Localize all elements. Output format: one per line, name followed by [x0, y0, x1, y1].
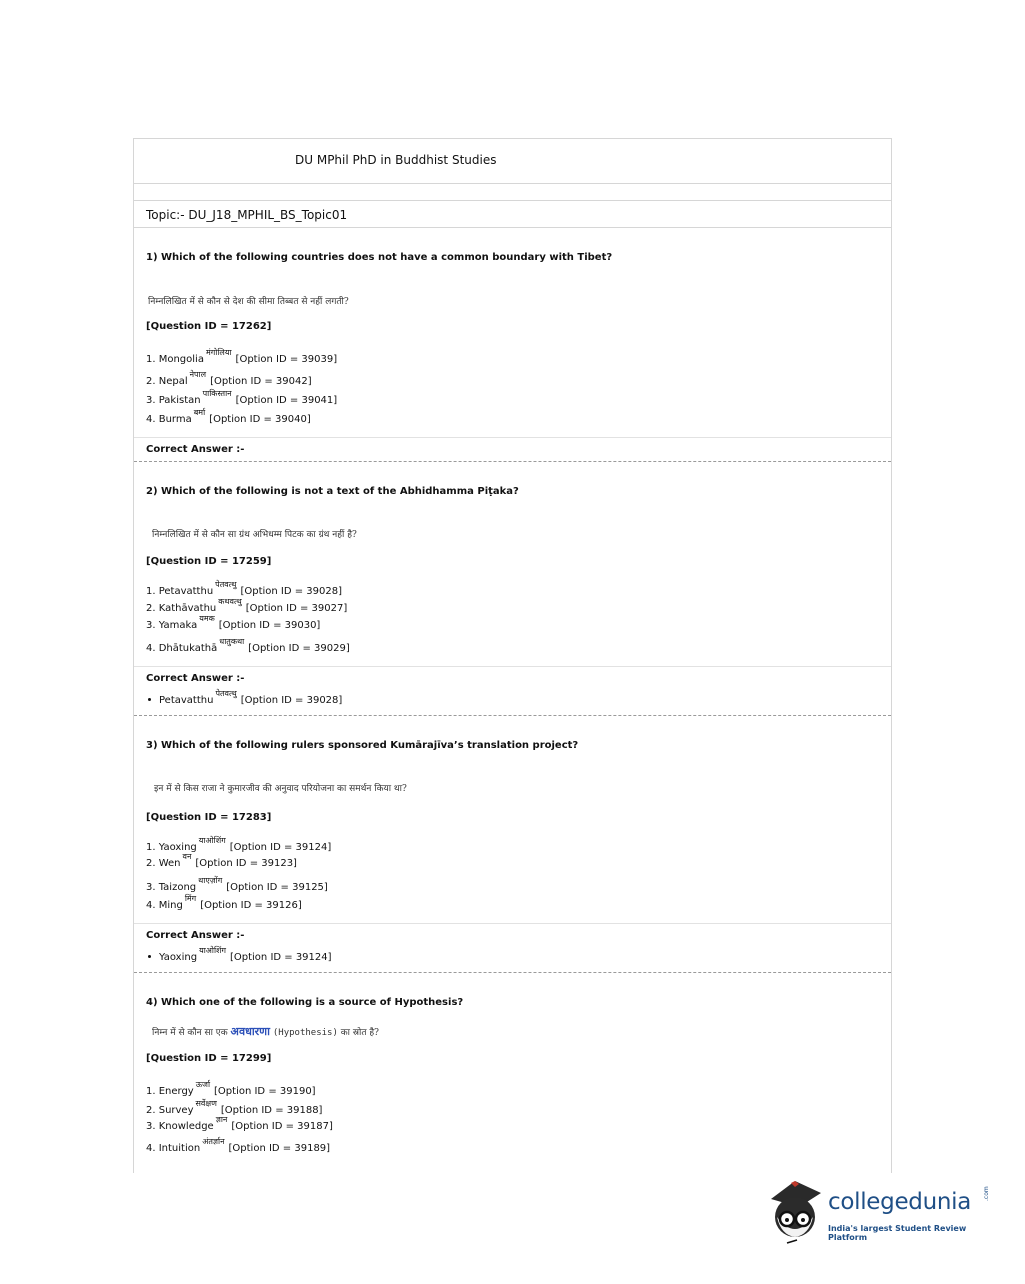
- option-id: [Option ID = 39188]: [220, 1105, 323, 1116]
- option-hindi: सर्वेक्षण: [195, 1099, 217, 1108]
- question-4-option-1: [146, 1080, 316, 1097]
- option-id: [Option ID = 39125]: [226, 882, 328, 893]
- paper-title: DU MPhil PhD in Buddhist Studies: [295, 153, 497, 167]
- option-id: [Option ID = 39190]: [214, 1086, 316, 1097]
- option-label: 3. Taizong: [146, 882, 197, 893]
- answer-hindi: पेतवत्थु: [215, 689, 237, 698]
- option-hindi: याओशिंग: [198, 836, 226, 845]
- question-3-option-1: [146, 836, 332, 853]
- option-hindi: यमक: [199, 614, 215, 623]
- question-4-hindi: [152, 1024, 379, 1039]
- hindi-highlight: अवधारणा: [230, 1025, 270, 1038]
- option-id: [Option ID = 39030]: [218, 620, 321, 631]
- option-hindi: बर्मा: [193, 408, 206, 417]
- option-label: 4. Ming: [146, 900, 183, 911]
- question-3-option-2: [146, 852, 297, 869]
- question-3-option-4: [146, 894, 302, 911]
- topic-row: [134, 201, 891, 228]
- option-label: 1. Energy: [146, 1086, 194, 1097]
- question-1-id: [Question ID = 17262]: [146, 321, 272, 332]
- divider: [134, 923, 891, 924]
- option-hindi: नेपाल: [189, 370, 207, 379]
- question-1-option-1: [146, 348, 338, 365]
- question-1-option-4: [146, 408, 311, 425]
- option-hindi: पाकिस्तान: [202, 389, 232, 398]
- option-id: [Option ID = 39189]: [228, 1143, 331, 1154]
- option-label: 2. Wen: [146, 858, 181, 869]
- answer-hindi: याओशिंग: [199, 946, 226, 955]
- hindi-text-post: का स्रोत है?: [340, 1028, 379, 1038]
- question-2-option-2: [146, 597, 348, 614]
- question-2-text: 2) Which of the following is not a text of the Abhidhamma Piṭaka?: [146, 486, 519, 497]
- option-label: 1. Petavatthu: [146, 586, 214, 597]
- option-id: [Option ID = 39187]: [231, 1121, 333, 1132]
- option-hindi: पेतवत्थु: [215, 580, 237, 589]
- answer-id: [Option ID = 39028]: [240, 695, 343, 706]
- question-3-hindi: इन में से किस राजा ने कुमारजीव की अनुवाद परियोजना का समर्थन किया था?: [154, 784, 407, 794]
- option-label: 2. Nepal: [146, 376, 188, 387]
- question-3-correct-answer: [146, 946, 332, 963]
- option-id: [Option ID = 39039]: [235, 354, 338, 365]
- option-label: 4. Burma: [146, 414, 192, 425]
- option-label: 2. Survey: [146, 1105, 194, 1116]
- question-1-hindi: निम्नलिखित में से कौन से देश की सीमा तिब्बत से नहीं लगती?: [148, 297, 349, 307]
- answer-label: Petavatthu: [159, 695, 214, 706]
- question-separator: [134, 972, 891, 973]
- option-label: 3. Pakistan: [146, 395, 201, 406]
- topic-label: Topic:- DU_J18_MPHIL_BS_Topic01: [146, 208, 348, 222]
- option-label: 1. Mongolia: [146, 354, 204, 365]
- question-4-option-4: [146, 1137, 331, 1154]
- option-label: 2. Kathāvathu: [146, 603, 217, 614]
- collegedunia-logo[interactable]: [765, 1177, 995, 1247]
- header-spacer: [134, 184, 891, 201]
- option-id: [Option ID = 39028]: [240, 586, 343, 597]
- option-id: [Option ID = 39124]: [229, 842, 332, 853]
- question-separator: [134, 715, 891, 716]
- question-1-correct-label: Correct Answer :-: [146, 444, 245, 455]
- divider: [134, 437, 891, 438]
- question-2-option-3: [146, 614, 321, 631]
- question-separator: [134, 461, 891, 462]
- question-paper: [133, 138, 892, 1173]
- option-id: [Option ID = 39040]: [209, 414, 311, 425]
- option-id: [Option ID = 39027]: [245, 603, 348, 614]
- option-hindi: मंगोलिया: [205, 348, 232, 357]
- bullet-icon: [148, 955, 151, 958]
- logo-tagline: India's largest Student Review Platform: [828, 1224, 967, 1242]
- divider: [134, 666, 891, 667]
- option-id: [Option ID = 39041]: [235, 395, 338, 406]
- option-hindi: ज्ञान: [215, 1115, 228, 1124]
- question-4-id: [Question ID = 17299]: [146, 1053, 272, 1064]
- question-2-option-1: [146, 580, 343, 597]
- option-hindi: ऊर्जा: [195, 1080, 211, 1089]
- question-2-hindi: निम्नलिखित में से कौन सा ग्रंथ अभिधम्म पिटक का ग्रंथ नहीं है?: [152, 530, 357, 540]
- logo-wordmark: collegedunia: [828, 1189, 972, 1215]
- question-3-correct-label: Correct Answer :-: [146, 930, 245, 941]
- option-hindi: वन: [182, 852, 192, 861]
- option-label: 3. Knowledge: [146, 1121, 214, 1132]
- option-hindi: मिंग: [184, 894, 197, 903]
- question-3-option-3: [146, 876, 328, 893]
- question-1-option-2: [146, 370, 312, 387]
- option-id: [Option ID = 39029]: [248, 643, 350, 654]
- option-hindi: धातुकथा: [219, 637, 245, 646]
- paper-header: [134, 139, 891, 184]
- option-label: 4. Dhātukathā: [146, 643, 218, 654]
- question-2-option-4: [146, 637, 350, 654]
- option-hindi: अंतर्ज्ञान: [202, 1137, 225, 1146]
- logo-com: .com: [983, 1186, 990, 1201]
- option-id: [Option ID = 39042]: [210, 376, 312, 387]
- question-4-option-3: [146, 1115, 333, 1132]
- hindi-text-pre: निम्न में से कौन सा एक: [152, 1028, 228, 1038]
- question-4-text: 4) Which one of the following is a source of Hypothesis?: [146, 997, 464, 1008]
- option-label: 1. Yaoxing: [146, 842, 197, 853]
- question-3-text: 3) Which of the following rulers sponsored Kumārajīva’s translation project?: [146, 740, 579, 751]
- question-1-text: 1) Which of the following countries does not have a common boundary with Tibet?: [146, 252, 613, 263]
- answer-label: Yaoxing: [159, 952, 198, 963]
- hindi-term: (Hypothesis): [272, 1028, 338, 1038]
- mascot-icon: [765, 1177, 827, 1247]
- option-hindi: कथवत्थु: [218, 597, 242, 606]
- option-hindi: थाएज़ोंग: [198, 876, 223, 885]
- question-2-id: [Question ID = 17259]: [146, 556, 272, 567]
- option-label: 4. Intuition: [146, 1143, 201, 1154]
- bullet-icon: [148, 698, 151, 701]
- question-4-option-2: [146, 1099, 323, 1116]
- question-1-option-3: [146, 389, 338, 406]
- option-id: [Option ID = 39123]: [195, 858, 297, 869]
- option-label: 3. Yamaka: [146, 620, 198, 631]
- question-3-id: [Question ID = 17283]: [146, 812, 272, 823]
- answer-id: [Option ID = 39124]: [229, 952, 332, 963]
- question-2-correct-label: Correct Answer :-: [146, 673, 245, 684]
- option-id: [Option ID = 39126]: [200, 900, 302, 911]
- question-2-correct-answer: [146, 689, 343, 706]
